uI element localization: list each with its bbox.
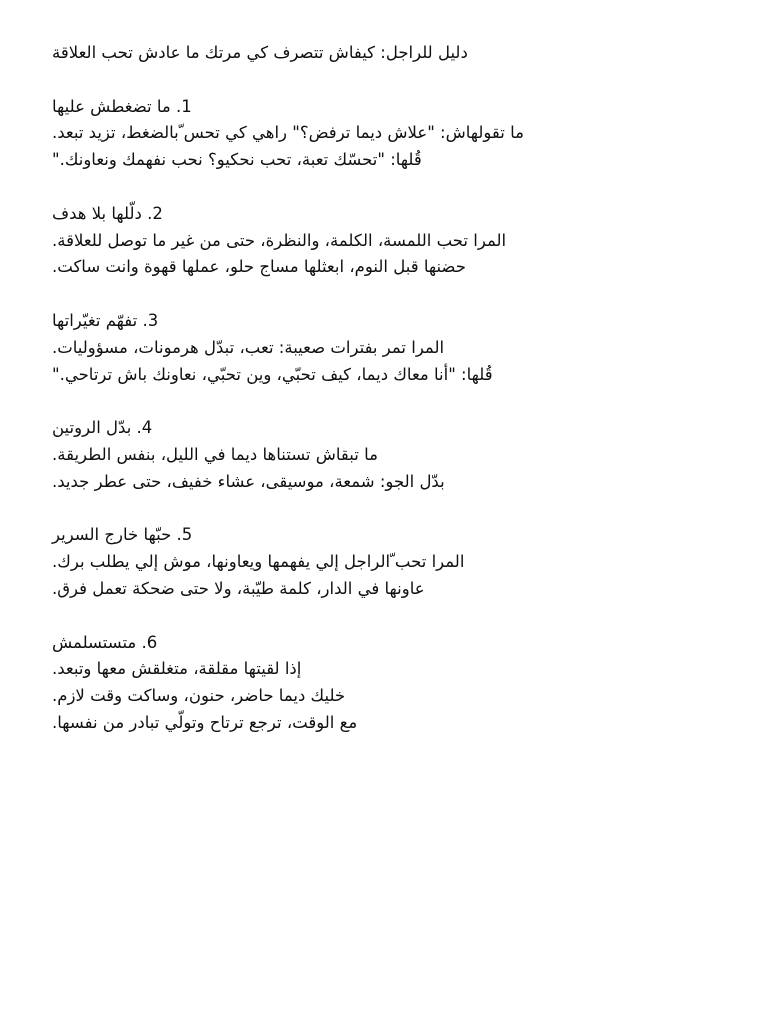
section-2-line-1: المرا تحب اللمسة، الكلمة، والنظرة، حتى من غير ما توصل للعلاقة. <box>52 230 507 250</box>
section-6-line-2: خليك ديما حاضر، حنون، وساكت وقت لازم. <box>52 686 346 706</box>
spacer <box>52 281 732 308</box>
section-3-line-1: المرا تمر بفترات صعيبة: تعب، تبدّل هرمونات، مسؤوليات. <box>52 337 445 357</box>
section-3-line-2: قُلها: "أنا معاك ديما، كيف تحبّي، وين تحبّي، نعاونك باش ترتاحي." <box>52 364 493 384</box>
spacer <box>52 388 732 415</box>
section-1-line-1: ما تقولهاش: "علاش ديما ترفض؟" راهي كي تحس ّبالضغط، تزيد تبعد. <box>52 123 524 143</box>
spacer <box>52 174 732 201</box>
section-6-heading: 6. متستسلمش <box>52 632 158 652</box>
section-1-line-2: قُلها: "تحسّك تعبة، تحب نحكيو؟ نحب نفهمك ونعاونك." <box>52 150 422 170</box>
section-5-line-2: عاونها في الدار، كلمة طيّبة، ولا حتى ضحكة تعمل فرق. <box>52 578 425 598</box>
section-1-heading: 1. ما تضغطش عليها <box>52 96 192 116</box>
section-2-line-2: حضنها قبل النوم، ابعثلها مساج حلو، عملها قهوة وانت ساكت. <box>52 257 466 277</box>
section-4-line-2: بدّل الجو: شمعة، موسيقى، عشاء خفيف، حتى عطر جديد. <box>52 471 445 491</box>
section-5-heading: 5. حبّها خارج السرير <box>52 525 193 545</box>
spacer <box>52 603 732 630</box>
section-6-line-1: إذا لقيتها مقلقة، متغلقش معها وتبعد. <box>52 659 302 679</box>
section-4-heading: 4. بدّل الروتين <box>52 418 153 438</box>
spacer <box>52 67 732 94</box>
section-2-heading: 2. دلّلها بلا هدف <box>52 203 163 223</box>
section-6-line-3: مع الوقت، ترجع ترتاح وتولّي تبادر من نفسها. <box>52 712 358 732</box>
section-4-line-1: ما تبقاش تستناها ديما في الليل، بنفس الطريقة. <box>52 444 378 464</box>
document-title: دليل للراجل: كيفاش تتصرف كي مرتك ما عادش تحب العلاقة <box>52 43 468 62</box>
spacer <box>52 496 732 523</box>
section-5-line-1: المرا تحب ّالراجل إلي يفهمها ويعاونها، موش إلي يطلب برك. <box>52 552 465 572</box>
document-page <box>52 40 732 737</box>
section-3-heading: 3. تفهّم تغيّراتها <box>52 310 159 330</box>
